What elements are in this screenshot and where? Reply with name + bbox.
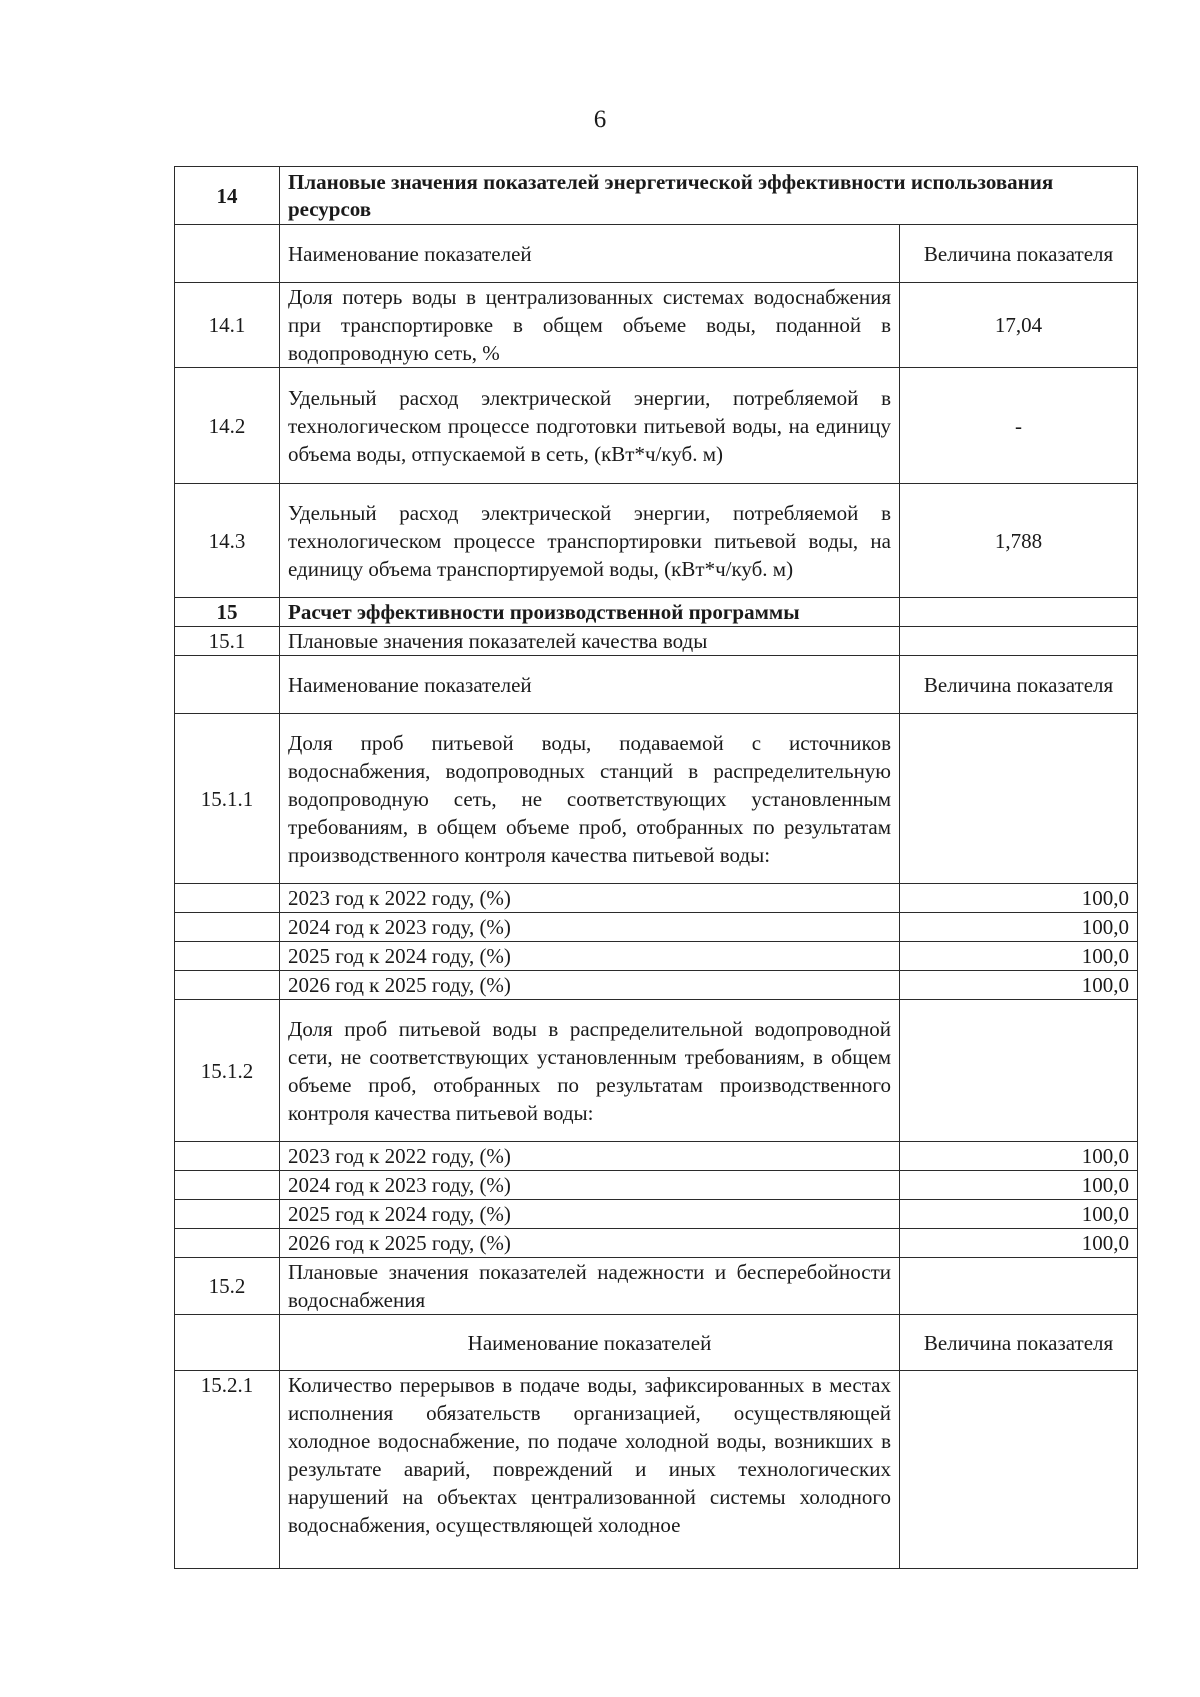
row-value <box>900 1371 1138 1569</box>
empty-cell <box>900 598 1138 627</box>
section-15-title-row <box>175 598 1138 627</box>
year-value: 100,0 <box>900 971 1138 1000</box>
header-value: Величина показателя <box>900 656 1138 714</box>
year-label: 2026 год к 2025 году, (%) <box>280 971 900 1000</box>
section-title: Плановые значения показателей качества воды <box>280 627 900 656</box>
row-number: 14.3 <box>175 484 280 598</box>
row-value: - <box>900 368 1138 484</box>
empty-cell <box>175 1142 280 1171</box>
year-row <box>175 884 1138 913</box>
empty-cell <box>175 1200 280 1229</box>
empty-cell <box>175 971 280 1000</box>
table-row <box>175 283 1138 368</box>
row-value: 1,788 <box>900 484 1138 598</box>
row-name: Удельный расход электрической энергии, потребляемой в технологическом процессе транспортировки питьевой воды, на единицу объема транспортируемой воды, (кВт*ч/куб. м) <box>280 484 900 598</box>
table-header-row <box>175 656 1138 714</box>
table-row <box>175 1000 1138 1142</box>
header-name: Наименование показателей <box>280 656 900 714</box>
row-number: 14.2 <box>175 368 280 484</box>
section-number: 15.1 <box>175 627 280 656</box>
year-value: 100,0 <box>900 884 1138 913</box>
year-row <box>175 1229 1138 1258</box>
empty-cell <box>175 1229 280 1258</box>
year-row <box>175 942 1138 971</box>
row-name: Доля потерь воды в централизованных системах водоснабжения при транспортировке в общем объеме воды, поданной в водопроводную сеть, % <box>280 283 900 368</box>
section-number: 15.2 <box>175 1258 280 1315</box>
row-name: Доля проб питьевой воды в распределительной водопроводной сети, не соответствующих установленным требованиям, в общем объеме проб, отобранных по результатам производственного контроля качества питьевой воды: <box>280 1000 900 1142</box>
section-number: 14 <box>175 167 280 225</box>
table-header-row <box>175 1315 1138 1371</box>
year-row <box>175 1200 1138 1229</box>
empty-cell <box>900 627 1138 656</box>
empty-cell <box>900 1000 1138 1142</box>
year-label: 2024 год к 2023 году, (%) <box>280 1171 900 1200</box>
year-label: 2024 год к 2023 году, (%) <box>280 913 900 942</box>
empty-cell <box>175 656 280 714</box>
year-row <box>175 913 1138 942</box>
row-name: Удельный расход электрической энергии, потребляемой в технологическом процессе подготовки питьевой воды, на единицу объема воды, отпускаемой в сеть, (кВт*ч/куб. м) <box>280 368 900 484</box>
row-name: Доля проб питьевой воды, подаваемой с источников водоснабжения, водопроводных станций в распределительную водопроводную сеть, не соответствующих установленным требованиям, в общем объеме проб, отобранных по результатам производственного контроля качества питьевой воды: <box>280 714 900 884</box>
year-value: 100,0 <box>900 1171 1138 1200</box>
year-label: 2025 год к 2024 году, (%) <box>280 1200 900 1229</box>
year-label: 2023 год к 2022 году, (%) <box>280 1142 900 1171</box>
empty-cell <box>900 714 1138 884</box>
empty-cell <box>900 1258 1138 1315</box>
subsection-15-1-row <box>175 627 1138 656</box>
header-name: Наименование показателей <box>280 1315 900 1371</box>
year-label: 2026 год к 2025 году, (%) <box>280 1229 900 1258</box>
row-name: Количество перерывов в подаче воды, зафиксированных в местах исполнения обязательств организацией, осуществляющей холодное водоснабжение, по подаче холодной воды, возникших в результате аварий, повреждений и иных технологических нарушений на объектах централизованной системы холодного водоснабжения, осуществляющей холодное <box>280 1371 900 1569</box>
row-number: 15.1.1 <box>175 714 280 884</box>
section-title: Плановые значения показателей надежности и бесперебойности водоснабжения <box>280 1258 900 1315</box>
row-number: 15.1.2 <box>175 1000 280 1142</box>
empty-cell <box>175 884 280 913</box>
empty-cell <box>175 225 280 283</box>
year-value: 100,0 <box>900 1200 1138 1229</box>
row-number: 15.2.1 <box>175 1371 280 1569</box>
row-value: 17,04 <box>900 283 1138 368</box>
year-label: 2023 год к 2022 году, (%) <box>280 884 900 913</box>
header-name: Наименование показателей <box>280 225 900 283</box>
table-row <box>175 714 1138 884</box>
year-row <box>175 971 1138 1000</box>
indicators-table <box>174 166 1138 1569</box>
header-value: Величина показателя <box>900 1315 1138 1371</box>
subsection-15-2-row <box>175 1258 1138 1315</box>
page-number: 6 <box>593 106 607 133</box>
row-number: 14.1 <box>175 283 280 368</box>
empty-cell <box>175 1315 280 1371</box>
year-value: 100,0 <box>900 1229 1138 1258</box>
table-row <box>175 368 1138 484</box>
section-number: 15 <box>175 598 280 627</box>
empty-cell <box>175 913 280 942</box>
year-value: 100,0 <box>900 913 1138 942</box>
year-value: 100,0 <box>900 1142 1138 1171</box>
year-label: 2025 год к 2024 году, (%) <box>280 942 900 971</box>
year-row <box>175 1171 1138 1200</box>
empty-cell <box>175 942 280 971</box>
year-row <box>175 1142 1138 1171</box>
table-row <box>175 484 1138 598</box>
table-row <box>175 1371 1138 1569</box>
section-title: Плановые значения показателей энергетической эффективности использования ресурсов <box>280 167 1138 225</box>
empty-cell <box>175 1171 280 1200</box>
header-value: Величина показателя <box>900 225 1138 283</box>
section-14-title-row <box>175 167 1138 225</box>
year-value: 100,0 <box>900 942 1138 971</box>
section-title: Расчет эффективности производственной программы <box>280 598 900 627</box>
table-header-row <box>175 225 1138 283</box>
